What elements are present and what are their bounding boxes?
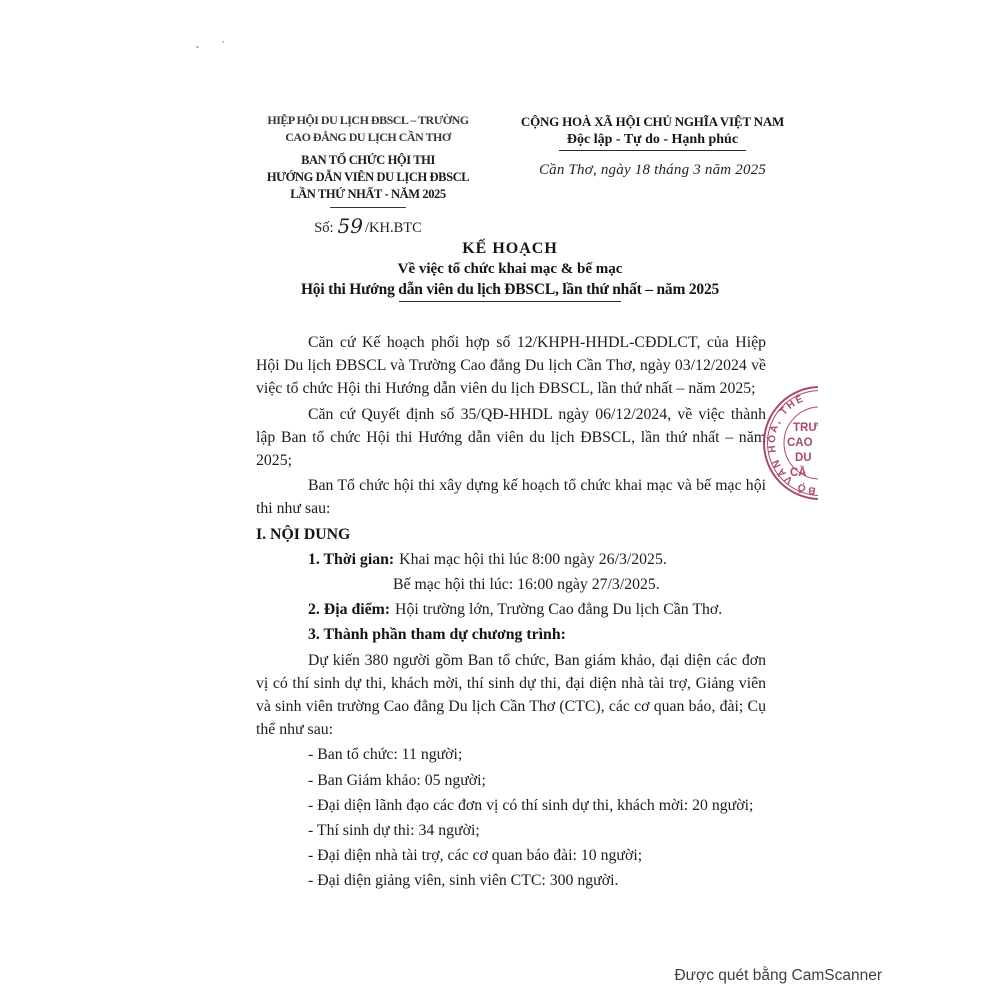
item-time-continuation: Bế mạc hội thi lúc: 16:00 ngày 27/3/2025. bbox=[393, 576, 660, 594]
list-item: - Ban Giám khảo: 05 người; bbox=[308, 771, 486, 789]
doc-number-suffix: /KH.BTC bbox=[365, 220, 422, 236]
national-motto: Độc lập - Tự do - Hạnh phúc bbox=[559, 132, 746, 151]
list-item: - Đại diện nhà tài trợ, các cơ quan báo đài: 10 người; bbox=[308, 847, 643, 865]
list-item: - Ban tổ chức: 11 người; bbox=[308, 746, 463, 764]
camscanner-watermark: Được quét bằng CamScanner bbox=[674, 967, 882, 984]
document-subtitle-line2: Hội thi Hướng dẫn viên du lịch ĐBSCL, lần thứ nhất – năm 2025 bbox=[300, 281, 720, 298]
committee-line1: BAN TỔ CHỨC HỘI THI bbox=[301, 153, 435, 167]
paragraph-basis-2: Căn cứ Quyết định số 35/QĐ-HHDL ngày 06/12/2024, về việc thành lập Ban tổ chức Hội thi Hướng dẫn viên du lịch ĐBSCL, lần thứ nhất – năm 2025; bbox=[256, 405, 766, 470]
list-item: - Đại diện lãnh đạo các đơn vị có thí sinh dự thi, khách mời: 20 người; bbox=[308, 796, 754, 814]
section-heading: I. NỘI DUNG bbox=[256, 525, 351, 543]
national-header-block bbox=[505, 114, 800, 179]
underline-rule bbox=[330, 207, 406, 208]
item-time-label: 1. Thời gian: bbox=[308, 550, 395, 568]
item-location-text: Hội trường lớn, Trường Cao đẳng Du lịch Cần Thơ. bbox=[395, 601, 723, 619]
item-location-label: 2. Địa điểm: bbox=[308, 601, 391, 619]
scan-speck bbox=[196, 46, 199, 48]
item-participants-label: 3. Thành phần tham dự chương trình: bbox=[308, 626, 566, 644]
official-stamp bbox=[762, 384, 818, 506]
list-item: - Đại diện giảng viên, sinh viên CTC: 300 người. bbox=[308, 872, 619, 890]
national-title: CỘNG HOÀ XÃ HỘI CHỦ NGHĨA VIỆT NAM bbox=[520, 114, 785, 129]
stamp-ring-text: BỘ VĂN HÓA, THỂ bbox=[766, 392, 817, 496]
stamp-center-line2: CAO bbox=[787, 437, 813, 449]
stamp-center-line1: TRƯ bbox=[793, 422, 818, 434]
stamp-graphic bbox=[762, 384, 818, 506]
document-title: KẾ HOẠCH bbox=[462, 240, 558, 257]
paragraph-basis-1: Căn cứ Kế hoạch phối hợp số 12/KHPH-HHDL-CĐDLCT, của Hiệp Hội Du lịch ĐBSCL và Trường Cao đẳng Du lịch Cần Thơ, ngày 03/12/2024 về việc tổ chức Hội thi Hướng dẫn viên du lịch ĐBSCL, lần thứ nhất – năm 2025; bbox=[256, 334, 766, 398]
document-title-block bbox=[230, 240, 790, 302]
stamp-center-line3: DU bbox=[795, 452, 812, 464]
document-subtitle-line1: Về việc tổ chức khai mạc & bế mạc bbox=[397, 261, 623, 277]
stamp-center-line4: CẦ bbox=[790, 467, 807, 479]
underline-rule bbox=[399, 301, 621, 302]
item-participants bbox=[256, 623, 766, 646]
paragraph-participants-detail: Dự kiến 380 người gồm Ban tổ chức, Ban giám khảo, đại diện các đơn vị có thí sinh dự thi, khách mời, thí sinh dự thi, đại diện nhà tài trợ, Giảng viên và sinh viên trường Cao đẳng Du lịch Cần Thơ (CTC), các cơ quan báo, đài; Cụ thể như sau: bbox=[256, 651, 766, 739]
document-number bbox=[248, 213, 488, 237]
item-time-text: Khai mạc hội thi lúc 8:00 ngày 26/3/2025. bbox=[399, 550, 667, 568]
org-name-line2: CAO ĐẲNG DU LỊCH CẦN THƠ bbox=[285, 130, 451, 144]
place-date-line: Cần Thơ, ngày 18 tháng 3 năm 2025 bbox=[538, 162, 767, 178]
issuing-org-block bbox=[248, 112, 488, 237]
doc-number-label: Số: bbox=[314, 220, 334, 236]
item-location bbox=[256, 598, 766, 621]
svg-text:BỘ VĂN HÓA, THỂ bbox=[765, 391, 817, 496]
scan-speck bbox=[222, 41, 224, 43]
list-item: - Thí sinh dự thi: 34 người; bbox=[308, 822, 480, 840]
item-time bbox=[256, 548, 766, 571]
committee-line2: HƯỚNG DẪN VIÊN DU LỊCH ĐBSCL bbox=[266, 170, 470, 184]
doc-number-handwritten: 59 bbox=[337, 214, 363, 238]
document-body bbox=[256, 331, 766, 895]
committee-line3: LẦN THỨ NHẤT - NĂM 2025 bbox=[290, 187, 446, 201]
paragraph-intro: Ban Tổ chức hội thi xây dựng kế hoạch tổ chức khai mạc và bế mạc hội thi như sau: bbox=[256, 477, 766, 518]
org-name-line1: HIỆP HỘI DU LỊCH ĐBSCL – TRƯỜNG bbox=[267, 113, 469, 127]
